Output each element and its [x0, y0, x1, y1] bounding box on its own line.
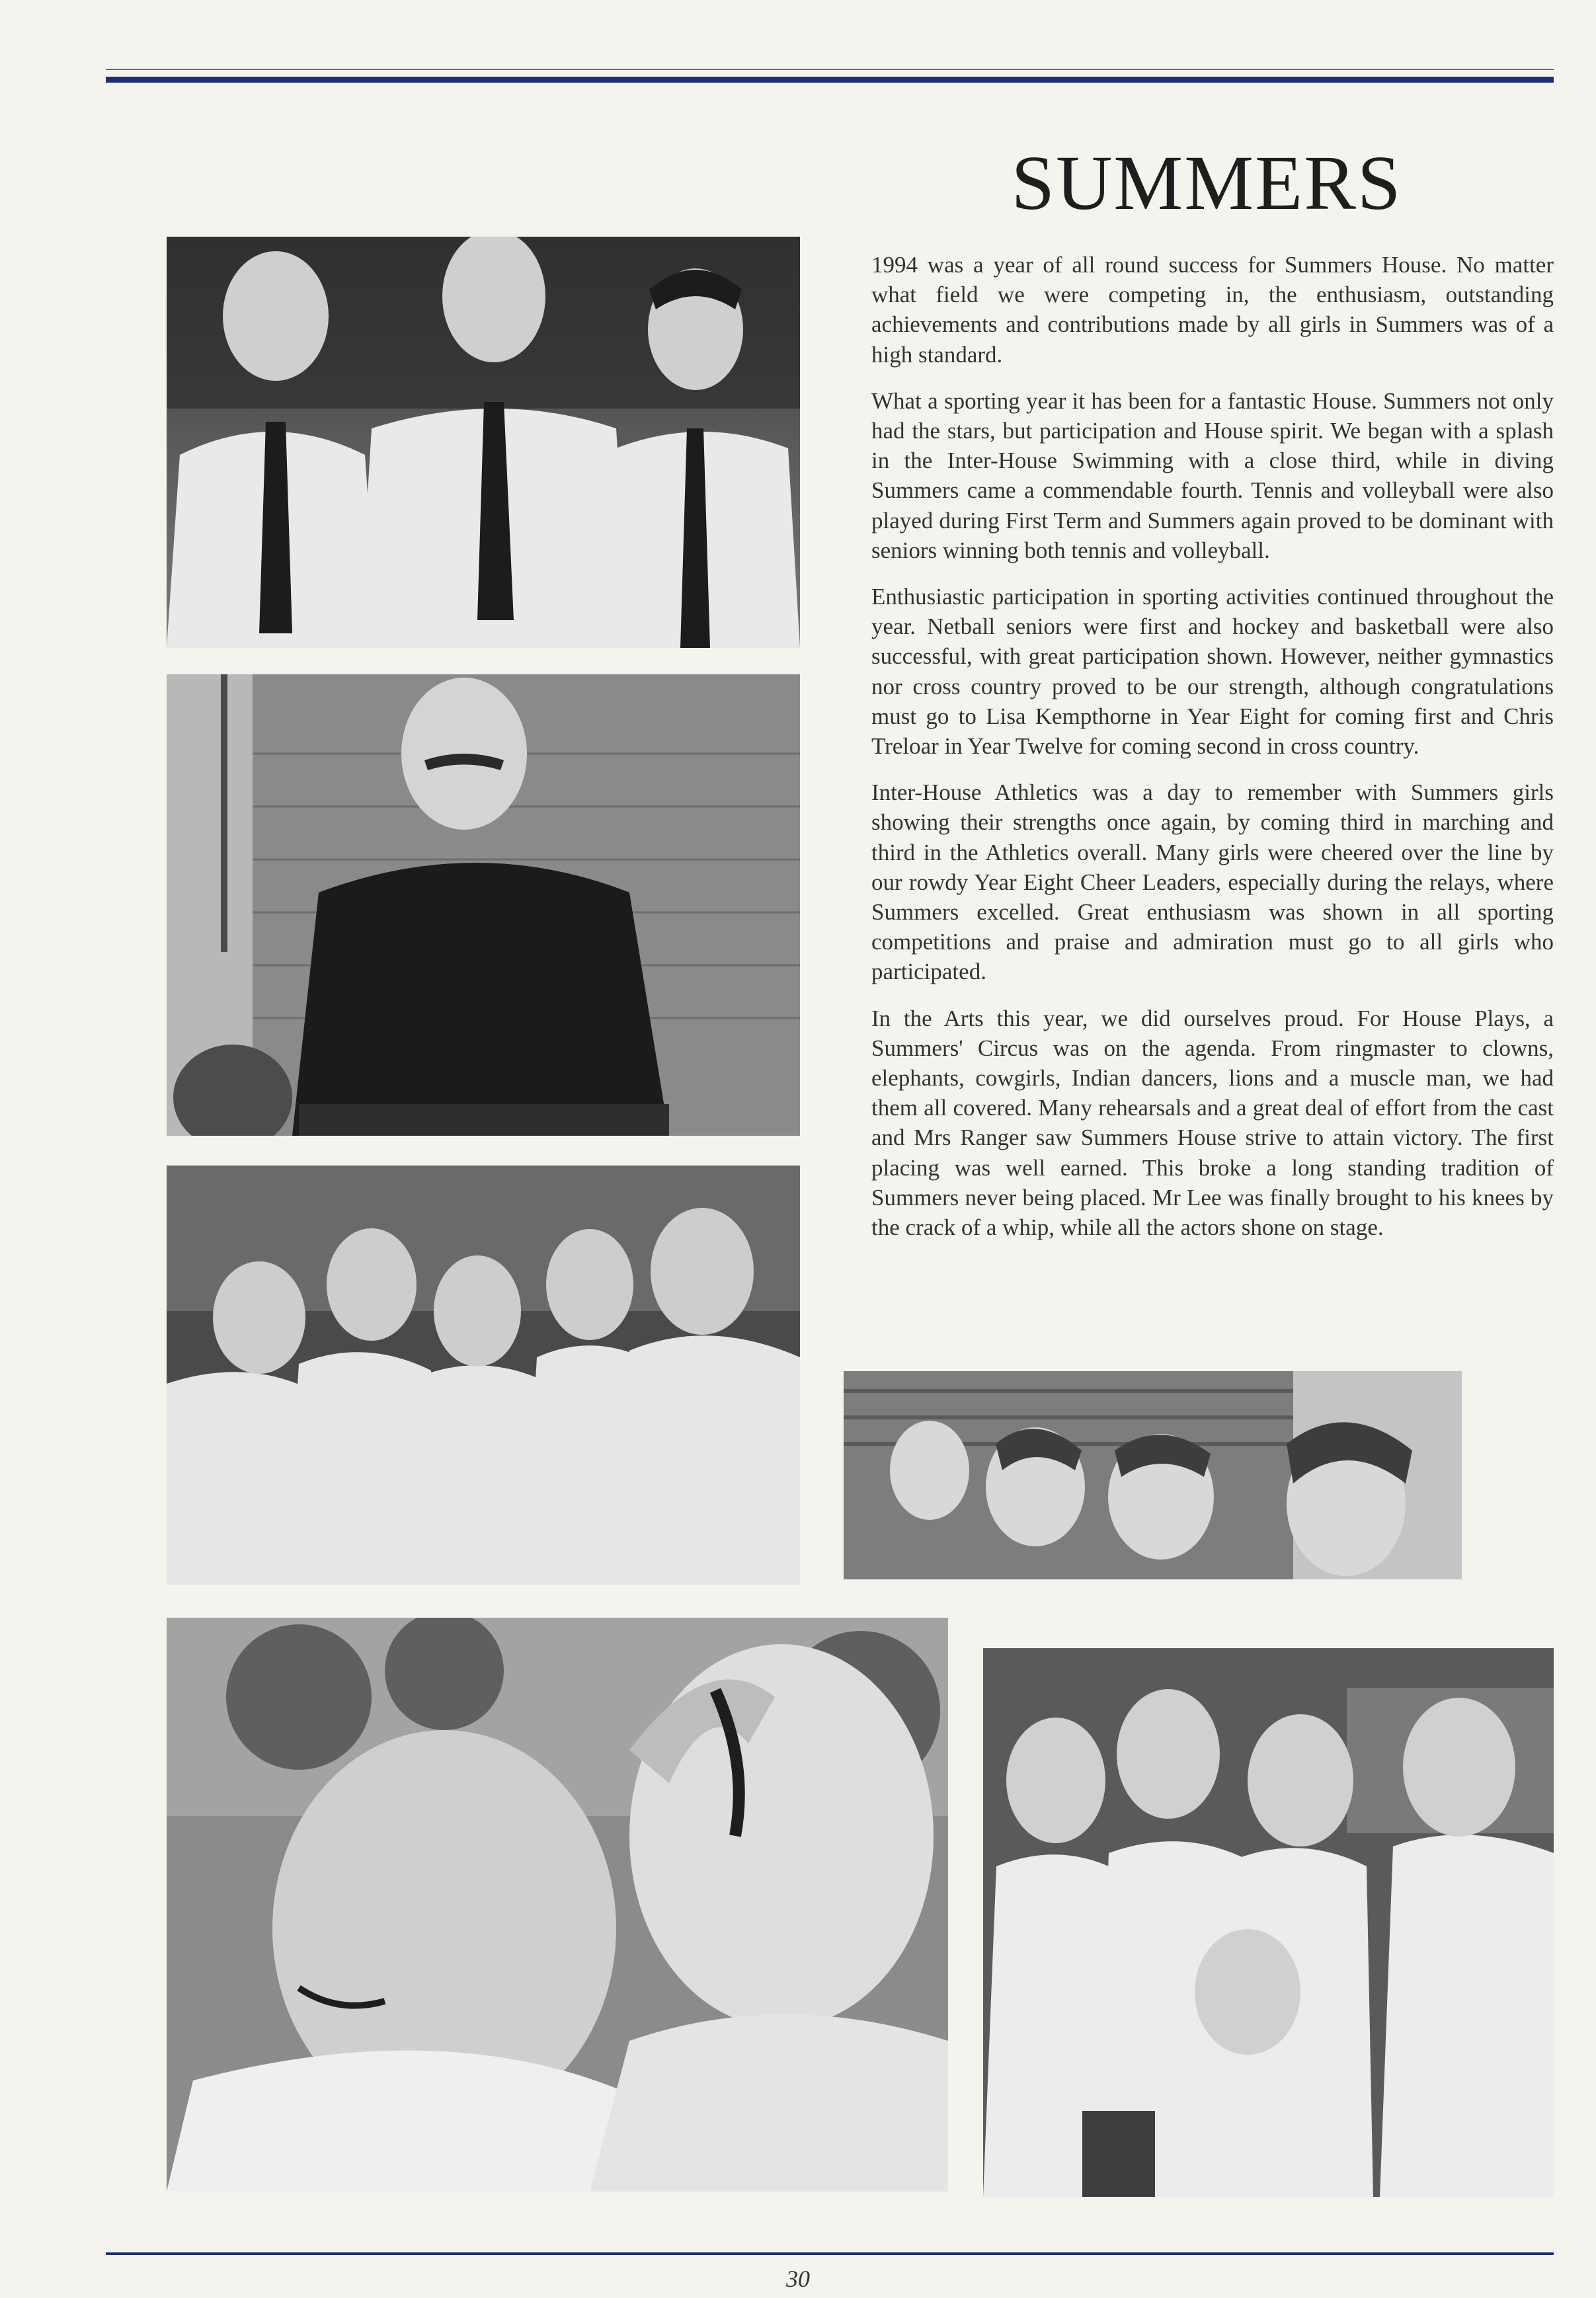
article-paragraph: In the Arts this year, we did ourselves proud. For House Plays, a Summers' Circus was on the agenda. From ringmaster to clowns, elephants, cowgirls, Indian dancers, lions and a muscle man, we had them all covered. Many rehearsals and a great deal of effort from the cast and Mrs Ranger saw Summers House strive to attain victory. The first placing was well earned. This broke a long standing tradition of Summers never being placed. Mr Lee was finally brought to his knees by the crack of a whip, while all the actors shone on stage. [871, 1005, 1554, 1241]
photo-group-younger-girls [983, 1648, 1554, 2197]
photo-girls-in-stands [844, 1371, 1462, 1579]
article-body [871, 250, 1554, 1259]
page-title: SUMMERS [1011, 139, 1402, 226]
article-paragraph: What a sporting year it has been for a fantastic House. Summers not only had the stars, but participation and House spirit. We began with a splash in the Inter-House Swimming with a close third, while in diving Summers came a commendable fourth. Tennis and volleyball were also played during First Term and Summers again proved to be dominant with seniors winning both tennis and volleyball. [871, 387, 1554, 563]
article-paragraph: 1994 was a year of all round success for Summers House. No matter what field we were competing in, the enthusiasm, outstanding achievements and contributions made by all girls in Summers was of a high standard. [871, 252, 1554, 368]
article-paragraph: Inter-House Athletics was a day to remember with Summers girls showing their strengths once again, by coming third in marching and third in the Athletics overall. Many girls were cheered over the line by our rowdy Year Eight Cheer Leaders, especially during the relays, where Summers excelled. Great enthusiasm was shown in all sporting competitions and praise and admiration must go to all girls who participated. [871, 779, 1554, 985]
photo-girls-with-licorice [167, 1618, 948, 2192]
article-paragraph: Enthusiastic participation in sporting activities continued throughout the year. Netball seniors were first and hockey and basketball were also successful, with great participation shown. However, neither gymnastics nor cross country proved to be our strength, although congratulations must go to Lisa Kempthorne in Year Eight for coming first and Chris Treloar in Year Twelve for coming second in cross country. [871, 584, 1554, 760]
header-rule-thin [106, 69, 1554, 70]
photo-girl-moustache [167, 674, 800, 1136]
page-number: 30 [786, 2266, 810, 2292]
footer-rule [106, 2252, 1554, 2255]
photo-three-girls-ties [167, 237, 800, 648]
photo-group-five-girls [167, 1166, 800, 1585]
header-rule-thick [106, 77, 1554, 83]
